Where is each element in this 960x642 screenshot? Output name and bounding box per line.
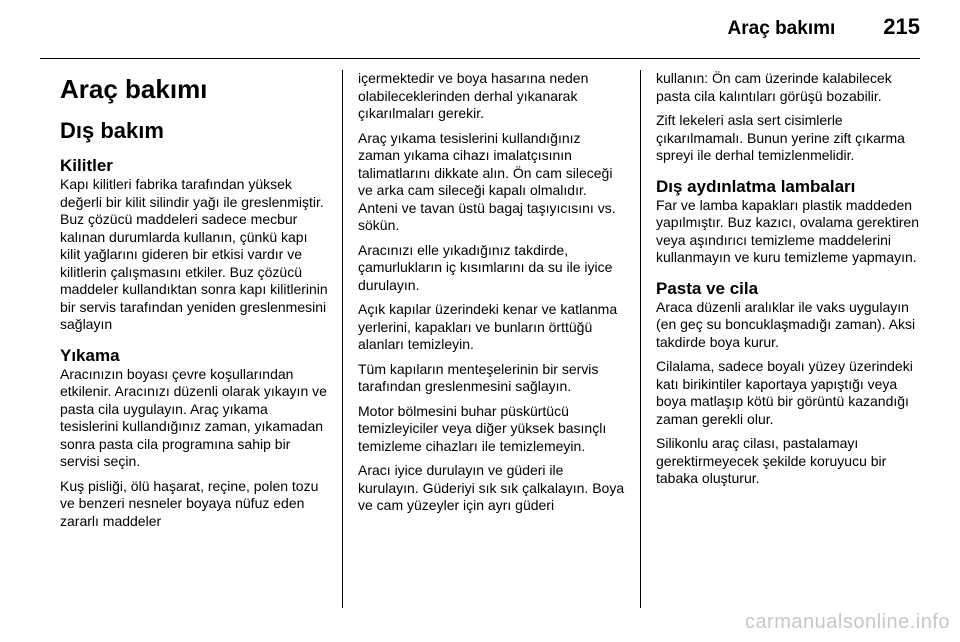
paragraph: Aracınızın boyası çevre koşullarından etkilenir. Aracınızı düzenli olarak yıkayın ve pasta cila uygulayın. Araç yıkama tesislerini kullandığınız zaman, yıkamadan sonra pasta cila programına sahip bir servisi seçin.	[60, 365, 327, 469]
paragraph: içermektedir ve boya hasarına neden olabileceklerinden derhal yıkanarak çıkarılmaları gerekir.	[358, 70, 589, 121]
paragraph: Araca düzenli aralıklar ile vaks uygulayın (en geç su boncuklaşmadığı zaman). Aksi takdirde boya kurur.	[656, 298, 916, 350]
heading-dis-aydinlatma: Dış aydınlatma lambaları	[656, 176, 856, 196]
header-rule	[40, 58, 920, 59]
column-3	[656, 70, 924, 495]
column-divider	[342, 70, 343, 608]
section-title: Dış bakım	[60, 118, 164, 143]
heading-kilitler: Kilitler	[60, 156, 113, 175]
paragraph: Cilalama, sadece boyalı yüzey üzerindeki katı birikintiler kaportaya yapıştığı veya boya matlaşıp kötü bir görüntü kazandığı zaman gerekli olur.	[656, 358, 913, 427]
paragraph: Kuş pisliği, ölü haşarat, reçine, polen tozu ve benzeri nesneler boyaya nüfuz eden zararlı maddeler	[60, 477, 319, 529]
paragraph: Kapı kilitleri fabrika tarafından yüksek değerli bir kilit silindir yağı ile greslenmiştir. Buz çözücü maddeleri sadece mecbur kalınan durumlarda kullanın, çünkü kapı kilit yağlarını gideren bir etkisi vardır ve kilitlerin çalışmasını etkiler. Buz çözücü maddeler kullandıktan sonra kapı kilitlerinin bir servis tarafından yeniden greslenmesini sağlayın	[60, 176, 328, 332]
chapter-title: Araç bakımı	[60, 74, 208, 104]
header-title: Araç bakımı	[727, 18, 836, 39]
column-1	[60, 70, 328, 537]
paragraph: Araç yıkama tesislerini kullandığınız zaman yıkama cihazı imalatçısının talimatlarını dikkate alın. Ön cam sileceği ve arka cam sileceği kapalı olmalıdır. Anteni ve tavan üstü bagaj taşıyıcısını vs. sökün.	[358, 129, 616, 233]
paragraph: Açık kapılar üzerindeki kenar ve katlanma yerlerini, kapakları ve bunların örttüğü alanları temizleyin.	[358, 301, 618, 352]
paragraph: Zift lekeleri asla sert cisimlerle çıkarılmamalı. Bunun yerine zift çıkarma spreyi ile derhal temizlenmelidir.	[656, 112, 905, 163]
paragraph: Far ve lamba kapakları plastik maddeden yapılmıştır. Buz kazıcı, ovalama gerektiren veya aşındırıcı temizleme maddelerini kullanmayın ve kuru temizleme yapmayın.	[656, 196, 919, 265]
watermark: carmanualsonline.info	[744, 611, 950, 633]
paragraph: Motor bölmesini buhar püskürtücü temizleyiciler veya diğer yüksek basınçlı temizleme cihazları ile temizlemeyin.	[358, 402, 607, 454]
paragraph: Silikonlu araç cilası, pastalamayı gerektirmeyecek şekilde koruyucu bir tabaka oluşturur.	[656, 435, 887, 486]
heading-yikama: Yıkama	[60, 345, 120, 365]
page-number: 215	[883, 14, 920, 39]
paragraph: Aracı iyice durulayın ve güderi ile kurulayın. Güderiyi sık sık çalkalayın. Boya ve cam yüzeyler için ayrı güderi	[358, 462, 625, 513]
column-2	[358, 70, 626, 522]
page-header	[728, 14, 920, 50]
paragraph: Aracınızı elle yıkadığınız takdirde, çamurlukların iç kısımlarını da su ile iyice durulayın.	[358, 241, 613, 293]
column-divider	[640, 70, 641, 608]
paragraph: Tüm kapıların menteşelerinin bir servis tarafından greslenmesini sağlayın.	[358, 360, 599, 394]
paragraph: kullanın: Ön cam üzerinde kalabilecek pasta cila kalıntıları görüşü bozabilir.	[656, 70, 892, 104]
heading-pasta-cila: Pasta ve cila	[656, 278, 759, 298]
